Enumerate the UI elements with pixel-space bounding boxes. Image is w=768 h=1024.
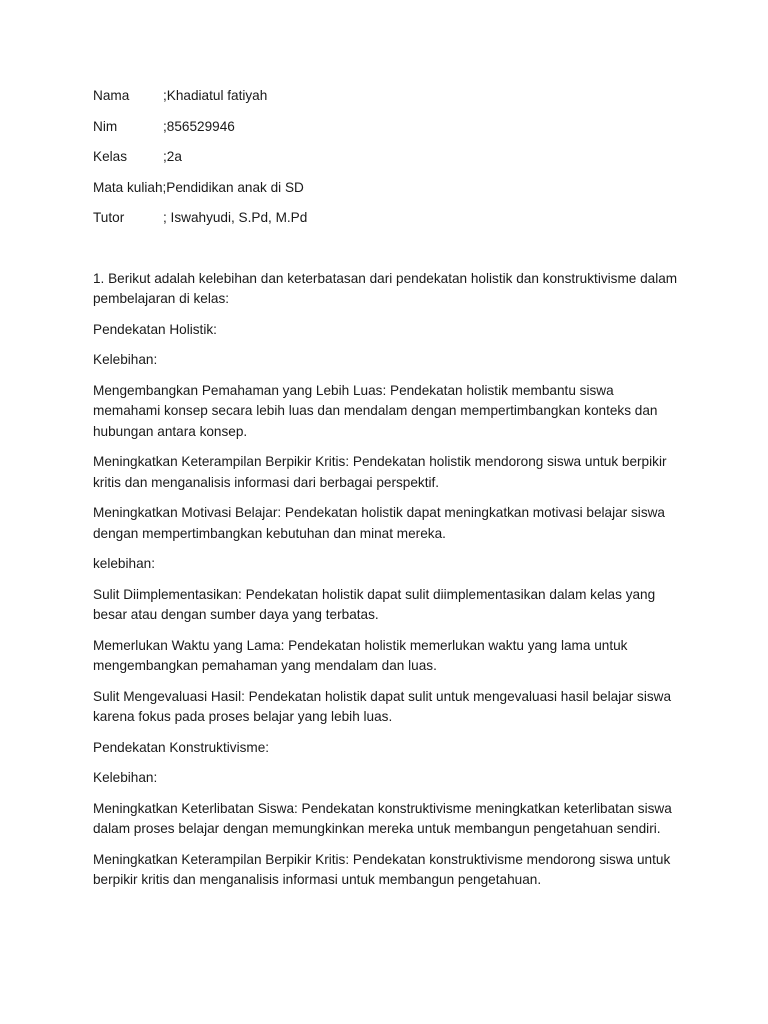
nama-label: Nama — [93, 88, 130, 103]
matkul-label: Mata kuliah — [93, 179, 163, 195]
nim-label: Nim — [93, 118, 118, 134]
header-nim-row — [93, 117, 683, 137]
section-spacer — [93, 239, 683, 269]
holistik-kekurangan-item: Sulit Diimplementasikan: Pendekatan holistik dapat sulit diimplementasikan dalam kelas yang besar atau dengan sumber daya yang terbatas. — [93, 586, 656, 623]
header-kelas-row — [93, 147, 683, 167]
konstruktivisme-kelebihan-item: Meningkatkan Keterampilan Berpikir Kritis: Pendekatan konstruktivisme mendorong siswa untuk berpikir kritis dan menganalisis informasi untuk membangun pengetahuan. — [93, 851, 671, 888]
document-page — [93, 86, 683, 901]
nama-value: ;Khadiatul fatiyah — [163, 88, 268, 103]
tutor-value: ; Iswahyudi, S.Pd, M.Pd — [163, 210, 308, 225]
holistik-heading: Pendekatan Holistik: — [93, 321, 217, 337]
intro-paragraph: 1. Berikut adalah kelebihan dan keterbatasan dari pendekatan holistik dan konstruktivisme dalam pembelajaran di kelas: — [93, 270, 678, 306]
holistik-kelebihan-item: Meningkatkan Keterampilan Berpikir Kritis: Pendekatan holistik mendorong siswa untuk berpikir kritis dan menganalisis informasi dari berbagai perspektif. — [93, 454, 667, 490]
tutor-label: Tutor — [93, 210, 125, 225]
header-nama-row — [93, 86, 683, 106]
holistik-kelebihan-item: Mengembangkan Pemahaman yang Lebih Luas: Pendekatan holistik membantu siswa memahami konsep secara lebih luas dan mendalam dengan mempertimbangkan konteks dan hubungan antara konsep. — [93, 382, 658, 439]
kelas-label: Kelas — [93, 149, 128, 164]
holistik-kelebihan-item: Meningkatkan Motivasi Belajar: Pendekatan holistik dapat meningkatkan motivasi belajar siswa dengan mempertimbangkan kebutuhan dan minat mereka. — [93, 505, 665, 541]
konstruktivisme-kelebihan-item: Meningkatkan Keterlibatan Siswa: Pendekatan konstruktivisme meningkatkan keterlibatan siswa dalam proses belajar dengan memungkinkan mereka untuk membangun pengetahuan sendiri. — [93, 800, 672, 837]
header-matkul-row — [93, 178, 683, 198]
holistik-kekurangan-item: Sulit Mengevaluasi Hasil: Pendekatan holistik dapat sulit untuk mengevaluasi hasil belajar siswa karena fokus pada proses belajar yang lebih luas. — [93, 688, 672, 725]
konstruktivisme-kelebihan-heading: Kelebihan: — [93, 770, 158, 786]
konstruktivisme-heading: Pendekatan Konstruktivisme: — [93, 739, 270, 755]
holistik-kekurangan-heading: kelebihan: — [93, 556, 155, 572]
header-tutor-row — [93, 208, 683, 228]
holistik-kelebihan-heading: Kelebihan: — [93, 352, 158, 368]
holistik-kekurangan-item: Memerlukan Waktu yang Lama: Pendekatan holistik memerlukan waktu yang lama untuk mengembangkan pemahaman yang mendalam dan luas. — [93, 637, 628, 674]
matkul-value: ;Pendidikan anak di SD — [162, 179, 304, 195]
kelas-value: ;2a — [163, 149, 182, 164]
nim-value: ;856529946 — [163, 118, 235, 134]
